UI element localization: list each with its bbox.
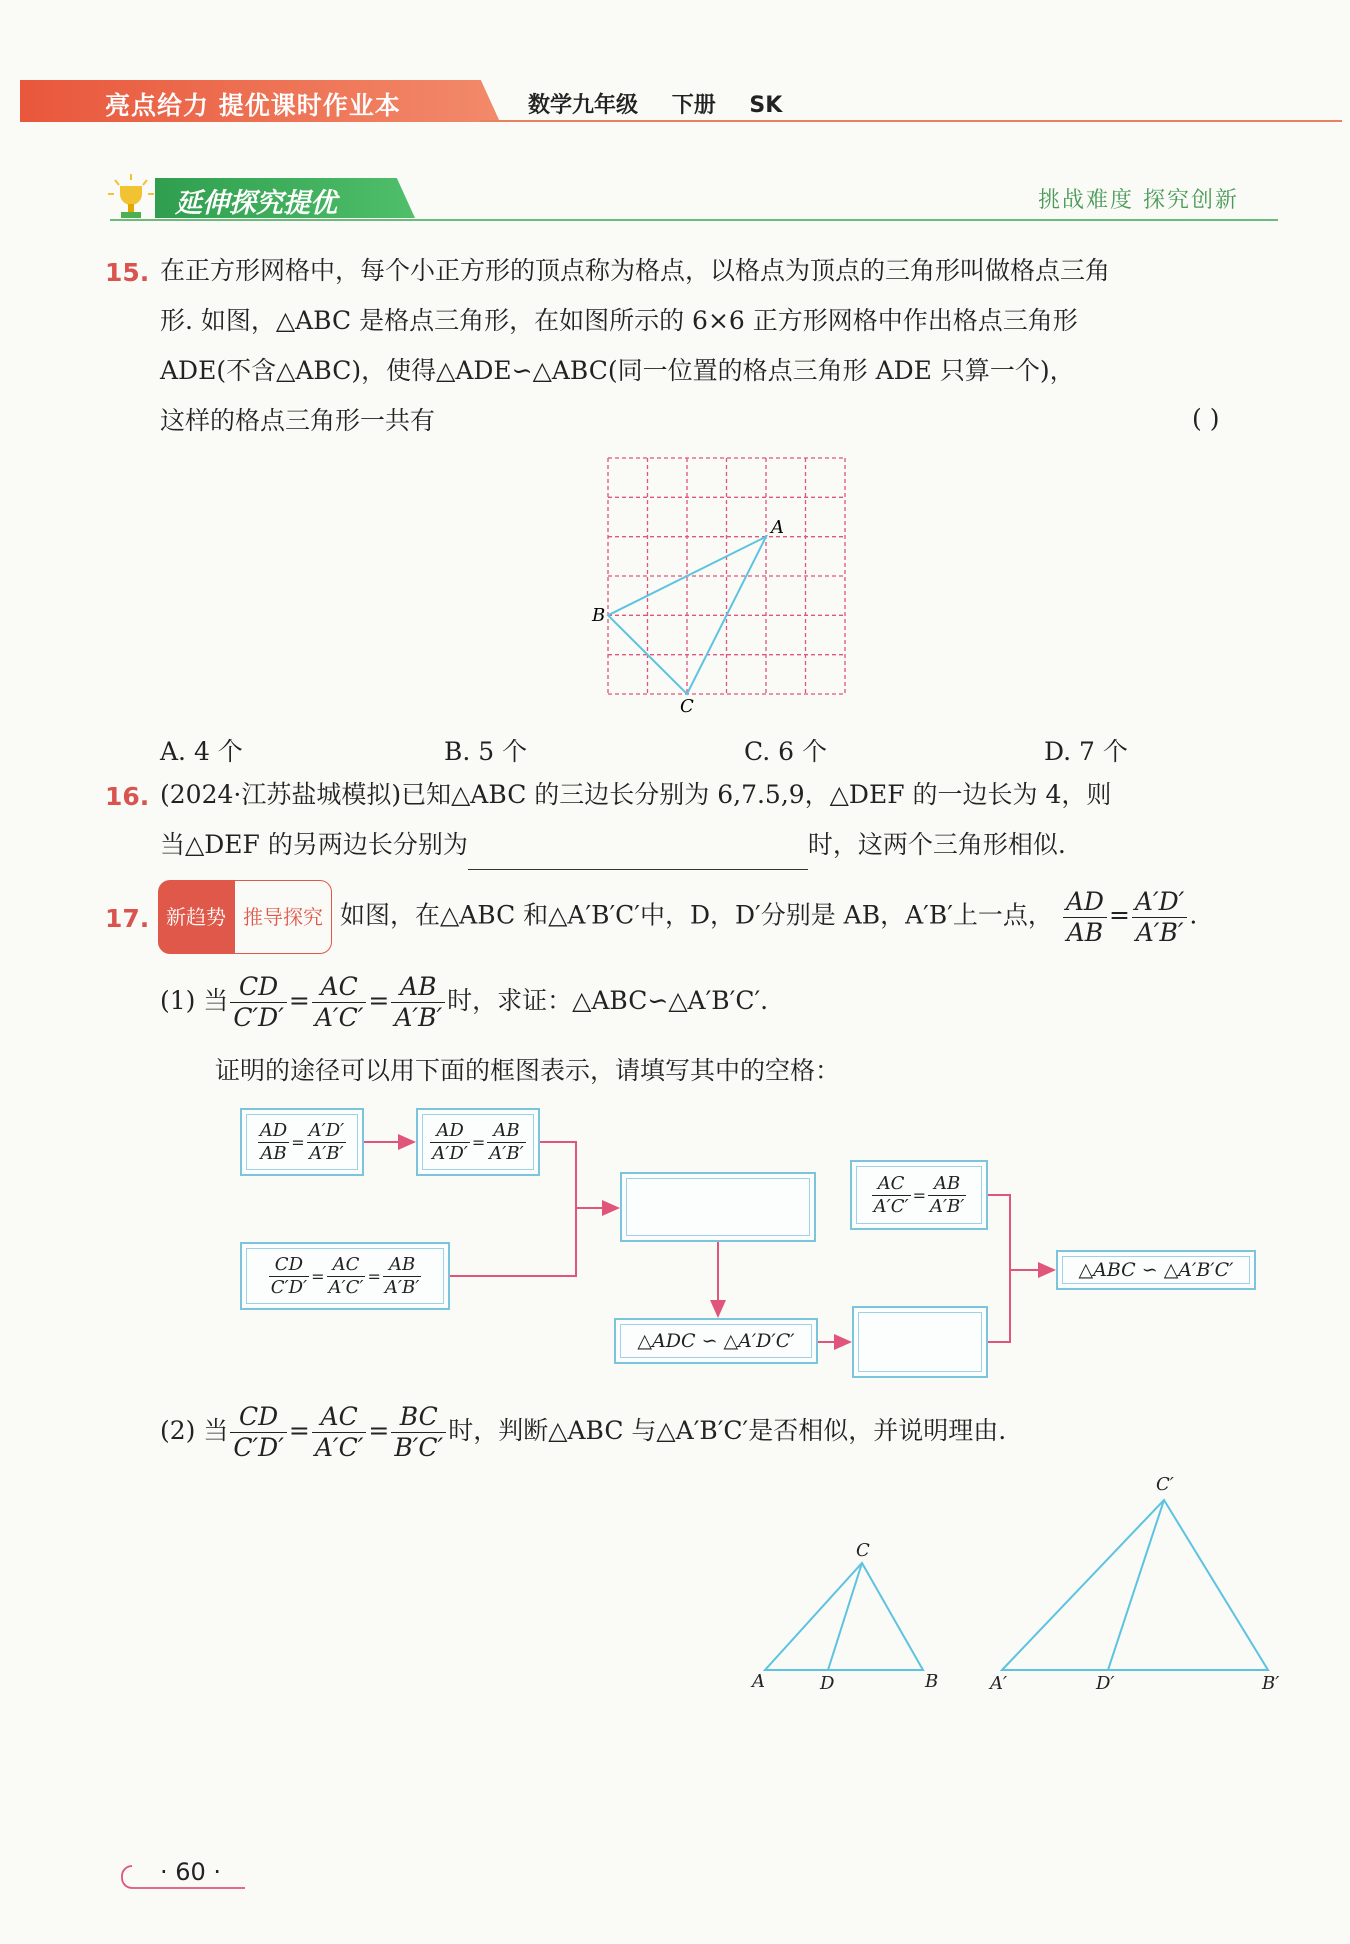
q15-line-4: 这样的格点三角形一共有 <box>160 406 436 435</box>
flow-box-1: $\frac{AD}{AB}$ = $\frac{A'D'}{A'B'}$ <box>240 1108 364 1176</box>
q17-part-2: (2) 当 $\frac{CD}{C'D'}$ = $\frac{AC}{A'C'}$ = $\frac{BC}{B'C'}$ 时，判断△ABC 与△A′B′C′是否相似，并说明理由. <box>160 1402 1007 1462</box>
label-c: C <box>680 696 694 717</box>
question-number-15: 15. <box>105 258 150 287</box>
p2-fraction-2: $\frac{AC}{A'C'}$ <box>312 1402 367 1463</box>
fig-label-c: C <box>856 1540 870 1561</box>
derive-explore-tag: 推导探究 <box>234 880 332 954</box>
intro-fraction-1: $\frac{AD}{AB}$ <box>1063 887 1107 948</box>
q17-intro-text: 如图，在△ABC 和△A′B′C′中，D，D′分别是 AB，A′B′上一点， <box>339 900 1053 930</box>
part-2-label: (2) 当 <box>160 1416 229 1445</box>
section-right-text: 挑战难度 探究创新 <box>1038 188 1239 213</box>
page-number: · 60 · <box>160 1858 222 1886</box>
label-a: A <box>771 517 784 538</box>
question-number-17: 17. <box>105 904 150 933</box>
segment-c2d2 <box>1108 1500 1164 1670</box>
q15-line-2: 形. 如图，△ABC 是格点三角形，在如图所示的 6×6 正方形网格中作出格点三角形 <box>160 306 1078 335</box>
q15-option-c: C. 6 个 <box>744 737 827 766</box>
flow-box-3: $\frac{CD}{C'D'}$ = $\frac{AC}{A'C'}$ = $\frac{AB}{A'B'}$ <box>240 1242 450 1310</box>
p1-fraction-2: $\frac{AC}{A'C'}$ <box>312 972 367 1033</box>
section-title: 延伸探究提优 <box>175 188 337 219</box>
fig-label-d-prime: D′ <box>1096 1673 1115 1694</box>
fig-label-a: A <box>752 1671 765 1692</box>
header-brand: 亮点给力 提优课时作业本 <box>105 91 401 120</box>
fig-label-d: D <box>820 1673 835 1694</box>
intro-fraction-2: $\frac{A'D'}{A'B'}$ <box>1132 887 1187 948</box>
part-1-tail: 时，求证：△ABC∽△A′B′C′. <box>447 986 769 1015</box>
fig-label-b: B <box>925 1671 939 1692</box>
part-2-tail: 时，判断△ABC 与△A′B′C′是否相似，并说明理由. <box>448 1416 1007 1445</box>
q15-option-b: B. 5 个 <box>444 737 528 766</box>
fig-label-b-prime: B′ <box>1262 1673 1280 1694</box>
p2-fraction-3: $\frac{BC}{B'C'}$ <box>391 1402 446 1463</box>
q15-line-1: 在正方形网格中，每个小正方形的顶点称为格点，以格点为顶点的三角形叫做格点三角 <box>160 256 1111 285</box>
question-number-16: 16. <box>105 782 150 811</box>
header-volume: 下册 <box>671 93 716 118</box>
segment-cd <box>828 1563 862 1670</box>
q15-answer-paren: ( ) <box>1192 404 1220 433</box>
q15-option-d: D. 7 个 <box>1044 737 1128 766</box>
p1-fraction-1: $\frac{CD}{C'D'}$ <box>230 972 287 1033</box>
new-trend-tag: 新趋势 <box>158 880 234 954</box>
q17-triangles-figure <box>740 1470 1300 1700</box>
q17-part-1-hint: 证明的途径可以用下面的框图表示，请填写其中的空格： <box>215 1056 841 1085</box>
q16-line-1: (2024·江苏盐城模拟)已知△ABC 的三边长分别为 6,7.5,9，△DEF 的一边长为 4，则 <box>160 780 1112 809</box>
flow-box-4: $\frac{AC}{A'C'}$ = $\frac{AB}{A'B'}$ <box>850 1160 988 1230</box>
flow-box-2: $\frac{AD}{A'D'}$ = $\frac{AB}{A'B'}$ <box>416 1108 540 1176</box>
p2-fraction-1: $\frac{CD}{C'D'}$ <box>230 1402 287 1463</box>
q16-line-2-end: 时，这两个三角形相似. <box>807 830 1066 859</box>
flow-box-5: △ADC ∽ △A′D′C′ <box>614 1318 818 1364</box>
header-edition: SK <box>749 93 783 118</box>
part-1-label: (1) 当 <box>160 986 229 1015</box>
q17-intro: 新趋势 推导探究 如图，在△ABC 和△A′B′C′中，D，D′分别是 AB，A′B′上一点， $\frac{AD}{AB}$ = $\frac{A'D'}{A'B'}$ . <box>158 880 1197 954</box>
header-subject: 数学九年级 <box>528 93 639 118</box>
flow-box-6: △ABC ∽ △A′B′C′ <box>1056 1250 1256 1290</box>
q16-line-2-start: 当△DEF 的另两边长分别为 <box>160 830 468 859</box>
label-b: B <box>592 605 606 626</box>
q17-part-1: (1) 当 $\frac{CD}{C'D'}$ = $\frac{AC}{A'C'}$ = $\frac{AB}{A'B'}$ 时，求证：△ABC∽△A′B′C′. <box>160 972 769 1032</box>
fig-label-c-prime: C′ <box>1156 1474 1174 1495</box>
fig-label-a-prime: A′ <box>990 1673 1008 1694</box>
q15-line-3: ADE(不含△ABC)，使得△ADE∽△ABC(同一位置的格点三角形 ADE 只算一个)， <box>160 356 1075 385</box>
p1-fraction-3: $\frac{AB}{A'B'}$ <box>391 972 445 1033</box>
q15-option-a: A. 4 个 <box>160 737 243 766</box>
